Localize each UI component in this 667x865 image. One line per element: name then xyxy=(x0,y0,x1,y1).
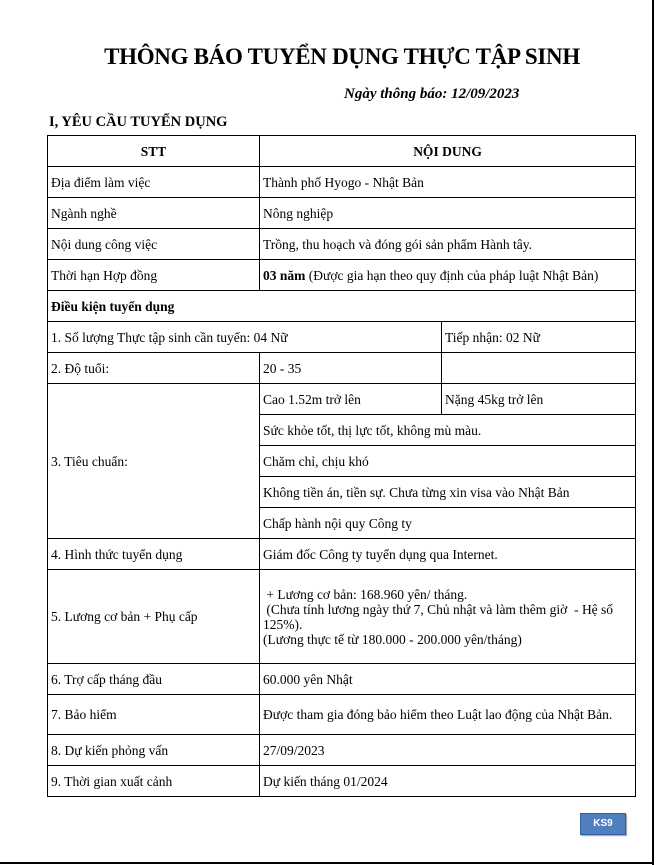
row-value: Chấp hành nội quy Công ty xyxy=(260,508,636,539)
table-row xyxy=(48,260,636,291)
term-note: (Được gia hạn theo quy định của pháp luật Nhật Bản) xyxy=(305,267,599,283)
row-value: Dự kiến tháng 01/2024 xyxy=(260,766,636,797)
salary-line: (Chưa tính lương ngày thứ 7, Chủ nhật và làm thêm giờ - Hệ số 125%). xyxy=(263,601,617,632)
table-row xyxy=(48,695,636,735)
table-row xyxy=(48,229,636,260)
table-row xyxy=(48,664,636,695)
conditions-heading: Điều kiện tuyển dụng xyxy=(48,291,636,322)
row-value: Cao 1.52m trở lên xyxy=(260,384,442,415)
page-border-right xyxy=(652,0,654,865)
row-label: 5. Lương cơ bản + Phụ cấp xyxy=(48,570,260,664)
empty-cell xyxy=(442,353,636,384)
row-value: Giám đốc Công ty tuyển dụng qua Internet. xyxy=(260,539,636,570)
header-content: NỘI DUNG xyxy=(260,136,636,167)
row-value: Sức khỏe tốt, thị lực tốt, không mù màu. xyxy=(260,415,636,446)
table-row xyxy=(48,291,636,322)
row-value: Chăm chỉ, chịu khó xyxy=(260,446,636,477)
table-row xyxy=(48,167,636,198)
section-heading: I, YÊU CẦU TUYỂN DỤNG xyxy=(49,114,228,130)
row-label: Địa điểm làm việc xyxy=(48,167,260,198)
header-stt: STT xyxy=(48,136,260,167)
row-value: Được tham gia đóng bảo hiểm theo Luật lao động của Nhật Bản. xyxy=(260,695,636,735)
page-border-bottom xyxy=(0,862,654,864)
row-value: Nông nghiệp xyxy=(260,198,636,229)
table-row xyxy=(48,353,636,384)
table-row xyxy=(48,322,636,353)
row-label: Thời hạn Hợp đồng xyxy=(48,260,260,291)
row-label: 4. Hình thức tuyển dụng xyxy=(48,539,260,570)
page-title: THÔNG BÁO TUYỂN DỤNG THỰC TẬP SINH xyxy=(104,44,580,69)
table-row xyxy=(48,539,636,570)
table-row xyxy=(48,766,636,797)
code-badge: KS9 xyxy=(580,813,626,835)
table-header xyxy=(48,136,636,167)
row-label: Ngành nghề xyxy=(48,198,260,229)
row-value xyxy=(260,570,636,664)
table-row xyxy=(48,570,636,664)
row-value: Tiếp nhận: 02 Nữ xyxy=(442,322,636,353)
row-value: Nặng 45kg trở lên xyxy=(442,384,636,415)
row-value: 60.000 yên Nhật xyxy=(260,664,636,695)
salary-line: (Lương thực tế từ 180.000 - 200.000 yên/tháng) xyxy=(263,631,522,647)
requirements-table xyxy=(47,135,636,797)
row-label: 3. Tiêu chuẩn: xyxy=(48,384,260,539)
row-value xyxy=(260,260,636,291)
row-value: 20 - 35 xyxy=(260,353,442,384)
row-value: 27/09/2023 xyxy=(260,735,636,766)
row-value: Thành phố Hyogo - Nhật Bản xyxy=(260,167,636,198)
row-label: 8. Dự kiến phỏng vấn xyxy=(48,735,260,766)
announcement-date: Ngày thông báo: 12/09/2023 xyxy=(344,86,520,102)
row-label: 7. Bảo hiểm xyxy=(48,695,260,735)
term-years: 03 năm xyxy=(263,267,306,283)
row-label: 1. Số lượng Thực tập sinh cần tuyển: 04 Nữ xyxy=(48,322,442,353)
salary-line: + Lương cơ bản: 168.960 yên/ tháng. xyxy=(263,586,468,602)
table-row xyxy=(48,384,636,415)
row-label: Nội dung công việc xyxy=(48,229,260,260)
row-label: 2. Độ tuổi: xyxy=(48,353,260,384)
table-row xyxy=(48,198,636,229)
row-label: 6. Trợ cấp tháng đầu xyxy=(48,664,260,695)
row-label: 9. Thời gian xuất cảnh xyxy=(48,766,260,797)
row-value: Không tiền án, tiền sự. Chưa từng xin visa vào Nhật Bản xyxy=(260,477,636,508)
table-row xyxy=(48,735,636,766)
row-value: Trồng, thu hoạch và đóng gói sản phẩm Hành tây. xyxy=(260,229,636,260)
